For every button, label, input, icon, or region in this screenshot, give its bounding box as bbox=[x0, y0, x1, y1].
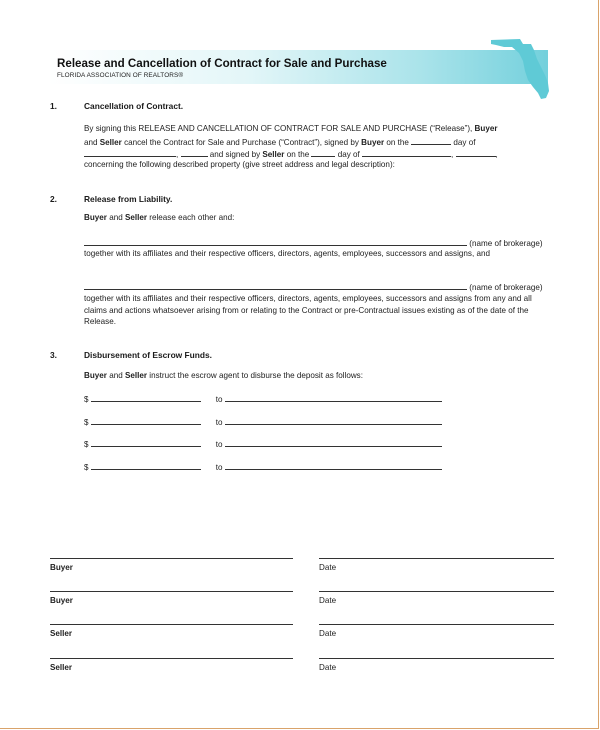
section-1-line-1: By signing this RELEASE AND CANCELLATION OF CONTRACT FOR SALE AND PURCHASE (“Release”), Buyer bbox=[84, 124, 498, 133]
month-blank[interactable] bbox=[84, 148, 176, 157]
affiliates-text-2: together with its affiliates and their respective officers, directors, agents, employees, successors and assigns from any and all claims and actions whatsoever arising from or relating to the Contract or pre-Contractual issues existing as of the date of the Release. bbox=[84, 294, 532, 327]
seller-signature-line[interactable] bbox=[50, 658, 293, 659]
buyer-signature-line[interactable] bbox=[50, 558, 293, 559]
section-1-title: Cancellation of Contract. bbox=[84, 101, 184, 111]
section-1-line-3: , and signed by Seller on the day of , , bbox=[84, 148, 498, 159]
disbursement-row: $ to bbox=[84, 416, 442, 427]
brokerage-2-blank[interactable] bbox=[84, 281, 467, 290]
florida-map-icon bbox=[490, 37, 552, 101]
section-2-title: Release from Liability. bbox=[84, 194, 173, 204]
section-3-intro: Buyer and Seller instruct the escrow agent to disburse the deposit as follows: bbox=[84, 371, 363, 380]
disbursement-row: $ to bbox=[84, 393, 442, 404]
section-3-title: Disbursement of Escrow Funds. bbox=[84, 350, 212, 360]
date-line[interactable] bbox=[319, 658, 554, 659]
document-subtitle: FLORIDA ASSOCIATION OF REALTORS® bbox=[57, 72, 184, 79]
date-line[interactable] bbox=[319, 624, 554, 625]
date-label: Date bbox=[319, 629, 337, 638]
seller-day-blank[interactable] bbox=[311, 148, 335, 157]
date-label: Date bbox=[319, 596, 337, 605]
amount-blank[interactable] bbox=[91, 393, 201, 402]
seller-year-blank[interactable] bbox=[456, 148, 496, 157]
recipient-blank[interactable] bbox=[225, 393, 442, 402]
buyer-label: Buyer bbox=[50, 596, 73, 605]
section-3-number: 3. bbox=[50, 350, 57, 360]
recipient-blank[interactable] bbox=[225, 461, 442, 470]
section-1-number: 1. bbox=[50, 101, 57, 111]
brokerage-1-blank[interactable] bbox=[84, 237, 467, 246]
brokerage-row-1: (name of brokerage) bbox=[84, 237, 543, 248]
section-2-intro: Buyer and Seller release each other and: bbox=[84, 213, 235, 222]
date-label: Date bbox=[319, 563, 337, 572]
affiliates-text-1: together with its affiliates and their respective officers, directors, agents, employees, successors and assigns, and bbox=[84, 249, 490, 258]
section-1-line-4: concerning the following described property (give street address and legal description): bbox=[84, 160, 395, 169]
buyer-label: Buyer bbox=[50, 563, 73, 572]
seller-signature-line[interactable] bbox=[50, 624, 293, 625]
seller-label: Seller bbox=[50, 629, 73, 638]
amount-blank[interactable] bbox=[91, 438, 201, 447]
disbursement-row: $ to bbox=[84, 461, 442, 472]
year-blank[interactable] bbox=[181, 148, 208, 157]
amount-blank[interactable] bbox=[91, 461, 201, 470]
brokerage-row-2: (name of brokerage) bbox=[84, 281, 543, 292]
disbursement-row: $ to bbox=[84, 438, 442, 449]
date-line[interactable] bbox=[319, 558, 554, 559]
recipient-blank[interactable] bbox=[225, 416, 442, 425]
date-line[interactable] bbox=[319, 591, 554, 592]
recipient-blank[interactable] bbox=[225, 438, 442, 447]
section-1-line-2: and Seller cancel the Contract for Sale and Purchase (“Contract”), signed by Buyer on the day of bbox=[84, 138, 476, 147]
seller-label: Seller bbox=[50, 663, 73, 672]
buyer-signature-line[interactable] bbox=[50, 591, 293, 592]
document-title: Release and Cancellation of Contract for Sale and Purchase bbox=[57, 57, 387, 70]
section-2-number: 2. bbox=[50, 194, 57, 204]
day-blank[interactable] bbox=[411, 136, 451, 145]
amount-blank[interactable] bbox=[91, 416, 201, 425]
seller-month-blank[interactable] bbox=[362, 148, 451, 157]
date-label: Date bbox=[319, 663, 337, 672]
